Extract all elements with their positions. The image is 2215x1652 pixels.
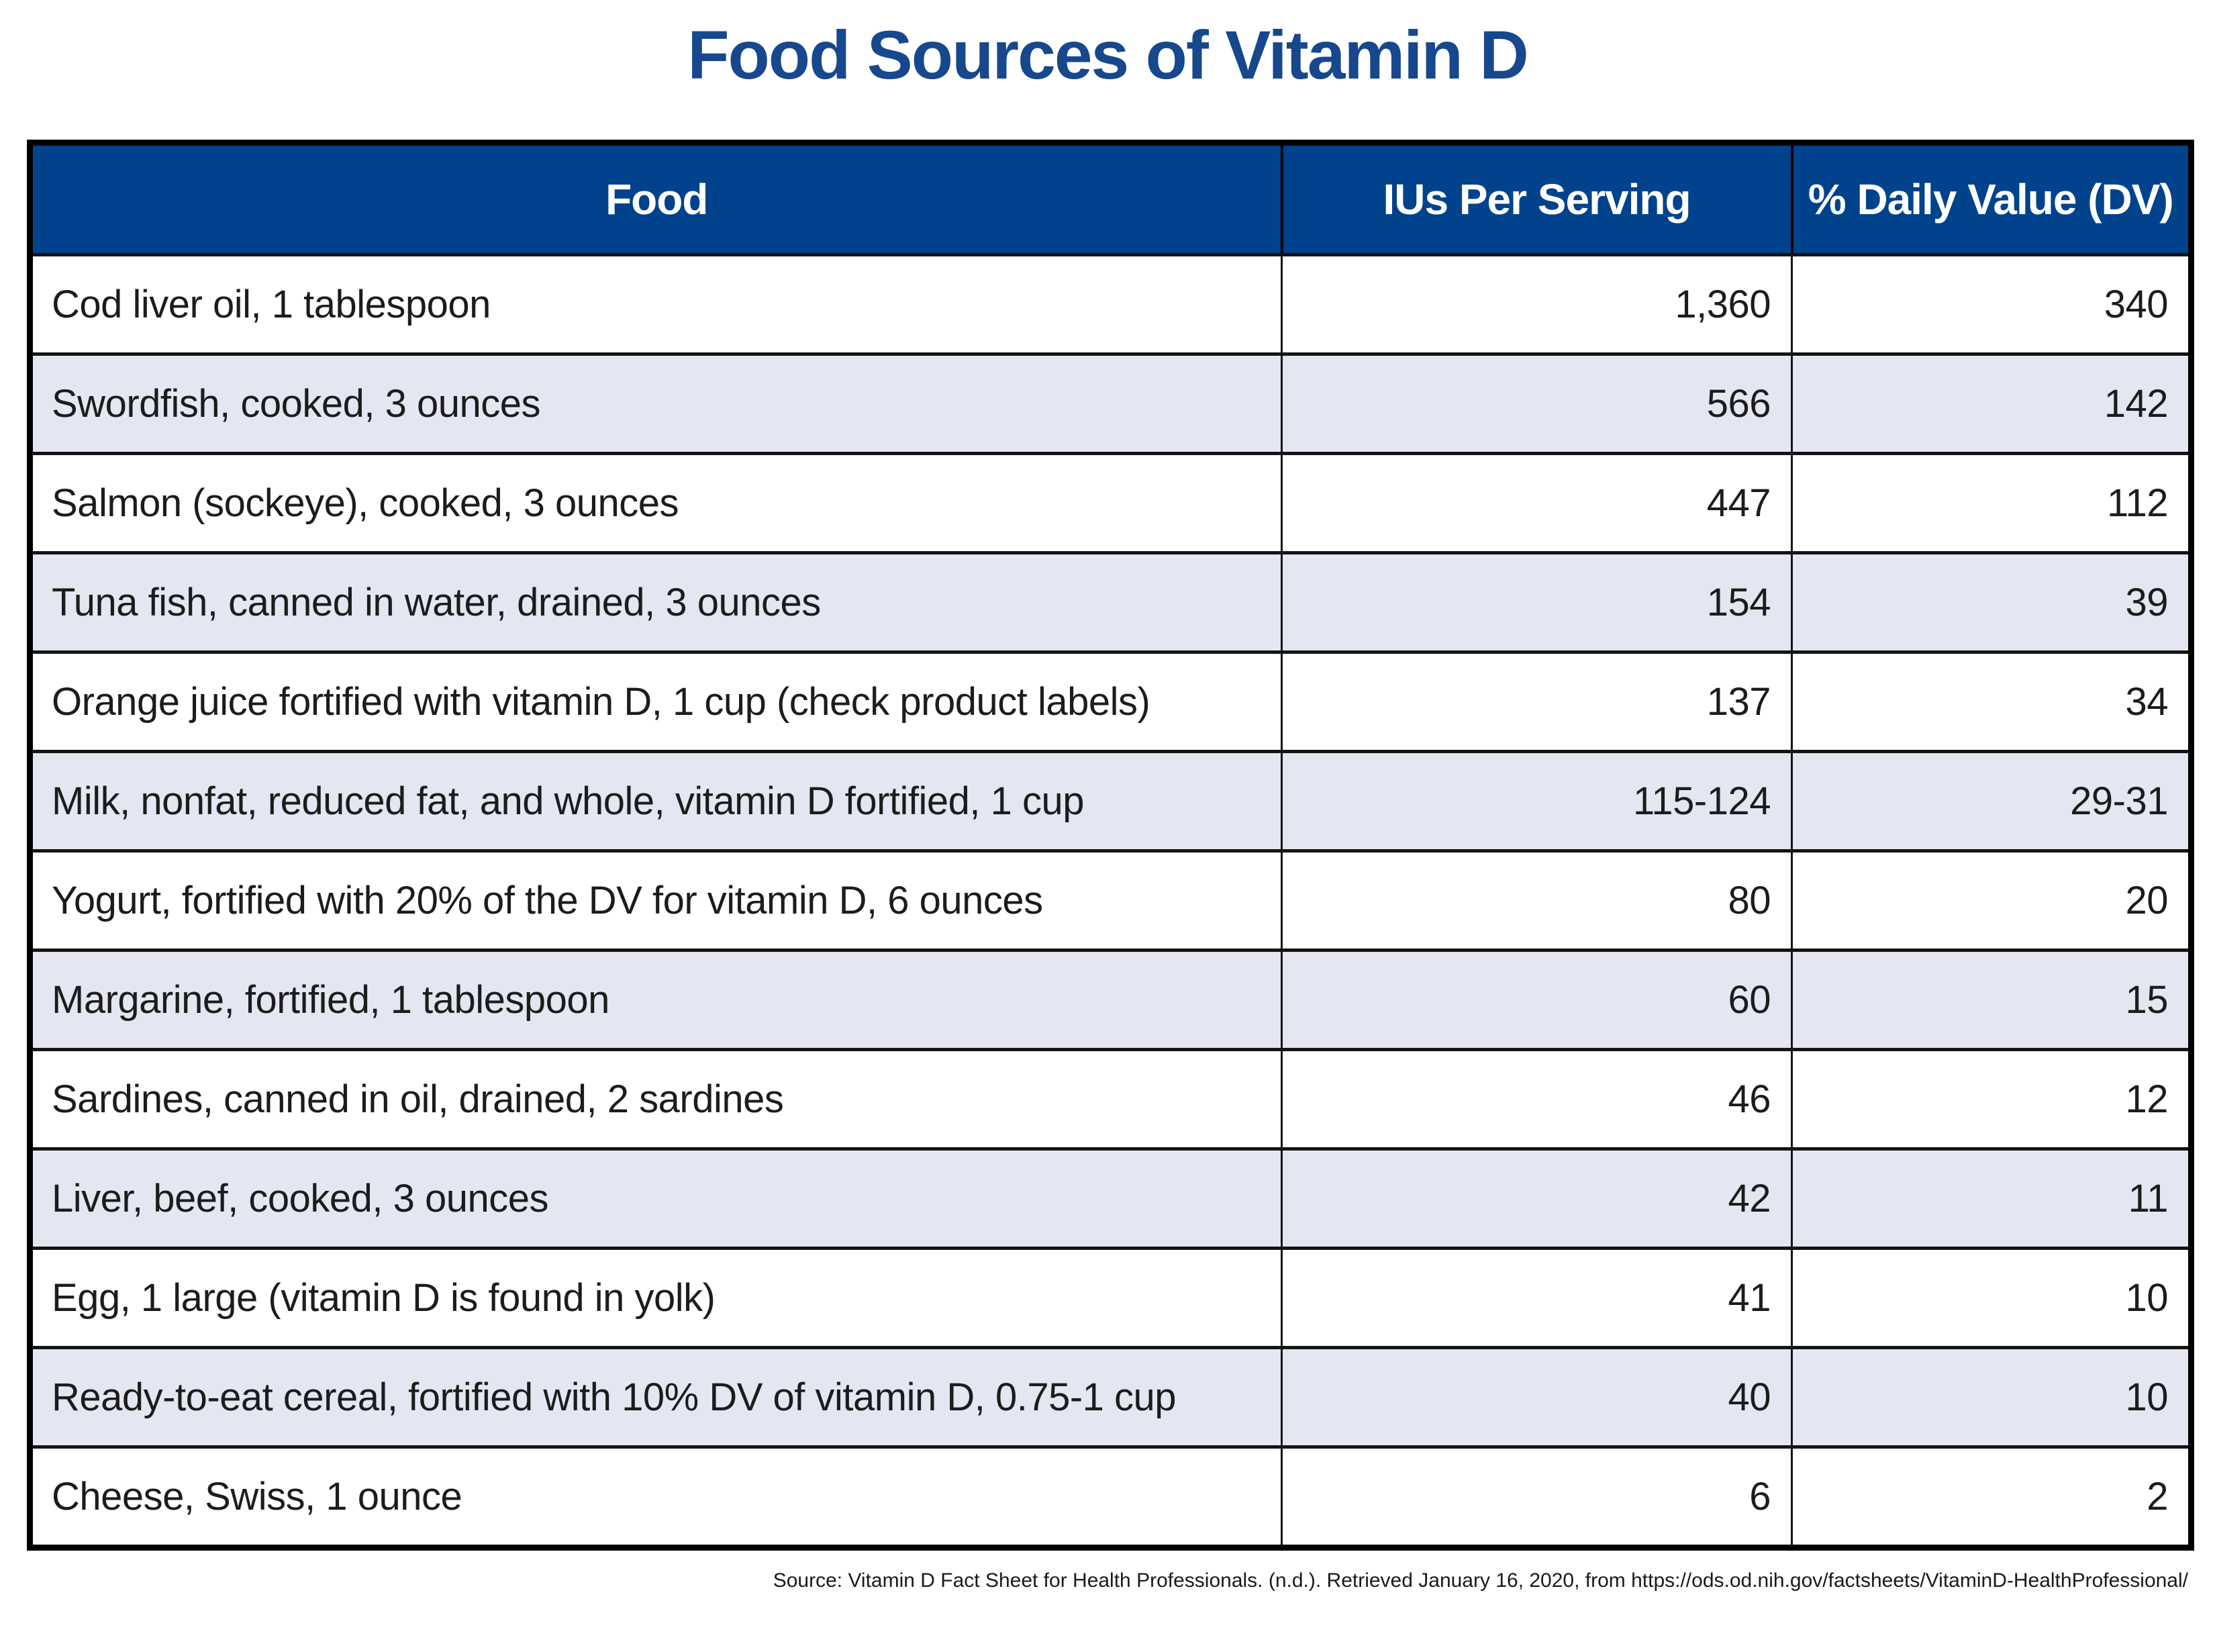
source-citation: Source: Vitamin D Fact Sheet for Health Professionals. (n.d.). Retrieved January 16, 2020, from https://ods.od.nih.gov/factsheets/VitaminD-HealthProfessional/ (773, 1569, 2188, 1592)
iu-cell: 80 (1282, 851, 1792, 951)
column-header-iu: IUs Per Serving (1282, 143, 1792, 255)
dv-cell: 142 (1792, 354, 2192, 454)
dv-cell: 10 (1792, 1348, 2192, 1447)
iu-cell: 1,360 (1282, 255, 1792, 354)
vitamin-d-food-table (27, 140, 2194, 1551)
table-row (30, 951, 2192, 1050)
food-cell: Cod liver oil, 1 tablespoon (30, 255, 1282, 354)
iu-cell: 447 (1282, 454, 1792, 553)
food-cell: Orange juice fortified with vitamin D, 1 cup (check product labels) (30, 652, 1282, 752)
table-row (30, 454, 2192, 553)
column-header-food: Food (30, 143, 1282, 255)
food-cell: Sardines, canned in oil, drained, 2 sardines (30, 1050, 1282, 1149)
table-row (30, 1348, 2192, 1447)
dv-cell: 12 (1792, 1050, 2192, 1149)
food-cell: Cheese, Swiss, 1 ounce (30, 1447, 1282, 1548)
food-cell: Ready-to-eat cereal, fortified with 10% DV of vitamin D, 0.75-1 cup (30, 1348, 1282, 1447)
food-cell: Tuna fish, canned in water, drained, 3 ounces (30, 553, 1282, 652)
dv-cell: 11 (1792, 1149, 2192, 1249)
iu-cell: 154 (1282, 553, 1792, 652)
page-title: Food Sources of Vitamin D (687, 17, 1528, 93)
iu-cell: 6 (1282, 1447, 1792, 1548)
table-row (30, 1149, 2192, 1249)
dv-cell: 2 (1792, 1447, 2192, 1548)
dv-cell: 20 (1792, 851, 2192, 951)
table-row (30, 255, 2192, 354)
food-cell: Liver, beef, cooked, 3 ounces (30, 1149, 1282, 1249)
table-row (30, 553, 2192, 652)
food-cell: Egg, 1 large (vitamin D is found in yolk) (30, 1249, 1282, 1348)
table-row (30, 1447, 2192, 1548)
iu-cell: 40 (1282, 1348, 1792, 1447)
table-row (30, 752, 2192, 851)
table-header-row (30, 143, 2192, 255)
iu-cell: 60 (1282, 951, 1792, 1050)
dv-cell: 340 (1792, 255, 2192, 354)
dv-cell: 10 (1792, 1249, 2192, 1348)
table-row (30, 851, 2192, 951)
table-row (30, 1050, 2192, 1149)
dv-cell: 39 (1792, 553, 2192, 652)
iu-cell: 137 (1282, 652, 1792, 752)
dv-cell: 34 (1792, 652, 2192, 752)
food-cell: Milk, nonfat, reduced fat, and whole, vitamin D fortified, 1 cup (30, 752, 1282, 851)
table-row (30, 652, 2192, 752)
food-cell: Yogurt, fortified with 20% of the DV for vitamin D, 6 ounces (30, 851, 1282, 951)
iu-cell: 115-124 (1282, 752, 1792, 851)
dv-cell: 15 (1792, 951, 2192, 1050)
column-header-dv: % Daily Value (DV) (1792, 143, 2192, 255)
dv-cell: 29-31 (1792, 752, 2192, 851)
iu-cell: 42 (1282, 1149, 1792, 1249)
table-row (30, 1249, 2192, 1348)
table-row (30, 354, 2192, 454)
iu-cell: 46 (1282, 1050, 1792, 1149)
dv-cell: 112 (1792, 454, 2192, 553)
food-cell: Margarine, fortified, 1 tablespoon (30, 951, 1282, 1050)
iu-cell: 41 (1282, 1249, 1792, 1348)
food-cell: Swordfish, cooked, 3 ounces (30, 354, 1282, 454)
food-cell: Salmon (sockeye), cooked, 3 ounces (30, 454, 1282, 553)
iu-cell: 566 (1282, 354, 1792, 454)
